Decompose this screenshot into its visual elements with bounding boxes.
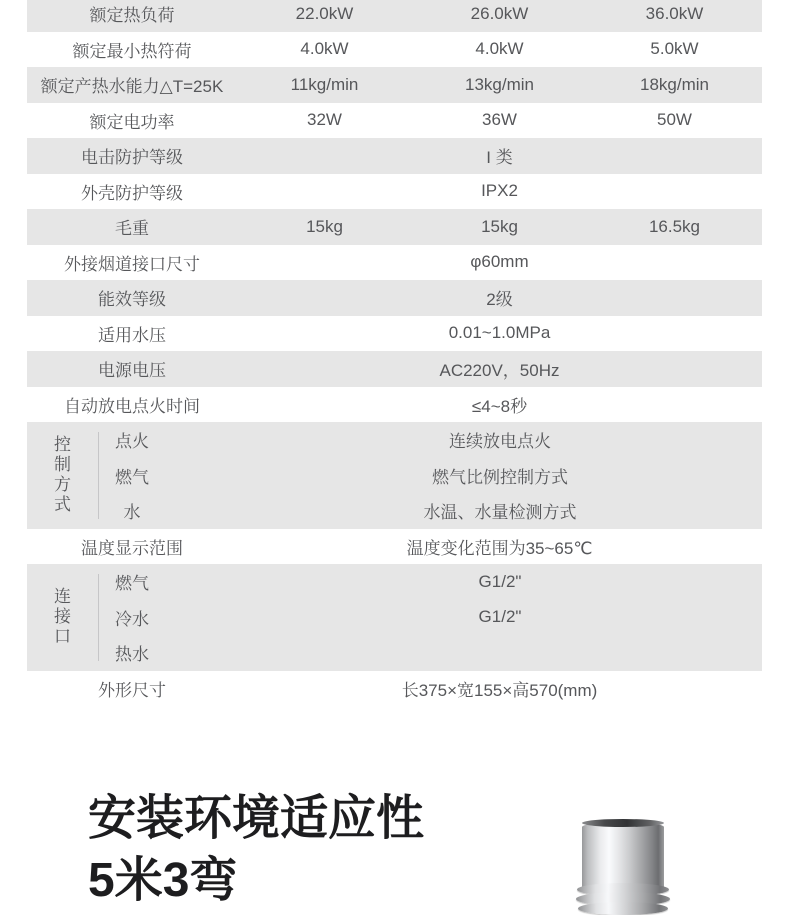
row-value-span: I 类 xyxy=(486,148,513,168)
row-value-span: AC220V，50Hz xyxy=(439,361,560,381)
spec-row xyxy=(27,67,762,103)
row-value: 5.0kW xyxy=(650,39,699,59)
group-item-value: 连续放电点火 xyxy=(449,432,551,452)
row-label: 温度显示范围 xyxy=(81,538,183,558)
row-label: 能效等级 xyxy=(98,290,166,310)
group-items xyxy=(99,564,762,671)
row-label: 外形尺寸 xyxy=(98,680,166,700)
row-value-span: 长375×宽155×高570(mm) xyxy=(401,680,598,700)
spec-row xyxy=(27,280,762,316)
spec-row xyxy=(27,671,762,707)
group-item xyxy=(99,422,762,458)
spec-row xyxy=(27,32,762,68)
group-label-char: 制 xyxy=(54,455,71,475)
row-label: 额定产热水能力△T=25K xyxy=(40,77,224,97)
spec-row xyxy=(27,0,762,32)
row-value: 13kg/min xyxy=(465,74,534,94)
row-value-span: 0.01~1.0MPa xyxy=(448,323,551,343)
group-item-value: G1/2" xyxy=(478,607,522,627)
group-item-label: 冷水 xyxy=(115,609,149,629)
row-label: 电击防护等级 xyxy=(81,148,183,168)
group-item-value: 水温、水量检测方式 xyxy=(423,503,577,523)
row-value-span: 温度变化范围为35~65℃ xyxy=(406,538,593,558)
row-label: 外接烟道接口尺寸 xyxy=(64,254,200,274)
row-value-span: φ60mm xyxy=(470,252,529,272)
row-value: 4.0kW xyxy=(475,39,524,59)
row-value: 4.0kW xyxy=(300,39,349,59)
spec-row xyxy=(27,316,762,352)
group-label-char: 方 xyxy=(54,475,71,495)
group-label-vertical xyxy=(27,564,98,671)
group-item-value: G1/2" xyxy=(478,571,522,591)
row-value: 36W xyxy=(482,110,517,130)
group-item xyxy=(99,493,762,529)
group-label-char: 连 xyxy=(54,587,71,607)
row-value-span: ≤4~8秒 xyxy=(471,396,528,416)
row-value: 16.5kg xyxy=(648,216,701,236)
group-label-char: 口 xyxy=(54,627,71,647)
row-value: 32W xyxy=(307,110,342,130)
row-label: 额定电功率 xyxy=(89,112,175,132)
row-value: 11kg/min xyxy=(290,74,359,94)
row-value: 50W xyxy=(657,110,692,130)
row-value-span: 2级 xyxy=(486,290,513,310)
pipe-collar-ridge xyxy=(578,902,668,915)
spec-row xyxy=(27,564,762,671)
spec-row xyxy=(27,245,762,281)
spec-row xyxy=(27,422,762,529)
group-item-label: 热水 xyxy=(115,645,149,665)
spec-row xyxy=(27,209,762,245)
section-heading-line-2: 5米3弯 xyxy=(88,854,238,907)
section-heading-line-1: 安装环境适应性 xyxy=(88,792,425,845)
group-item xyxy=(99,600,762,636)
spec-row xyxy=(27,103,762,139)
spec-row xyxy=(27,174,762,210)
row-label: 外壳防护等级 xyxy=(81,183,183,203)
row-label: 电源电压 xyxy=(98,361,166,381)
group-item xyxy=(99,635,762,671)
row-value: 36.0kW xyxy=(645,3,704,23)
group-item xyxy=(99,458,762,494)
group-label-vertical xyxy=(27,422,98,529)
row-value: 15kg xyxy=(481,216,518,236)
spec-row xyxy=(27,529,762,565)
section-heading xyxy=(88,788,424,912)
stainless-flue-pipe-image xyxy=(577,819,669,908)
row-value-span: IPX2 xyxy=(481,181,518,201)
spec-row xyxy=(27,138,762,174)
group-item-label: 点火 xyxy=(115,432,149,452)
row-label: 毛重 xyxy=(115,219,149,239)
group-item-label: 水 xyxy=(123,503,141,523)
spec-row xyxy=(27,387,762,423)
row-label: 额定最小热符荷 xyxy=(72,41,192,61)
row-label: 自动放电点火时间 xyxy=(64,396,200,416)
group-items xyxy=(99,422,762,529)
group-item xyxy=(99,564,762,600)
pipe-top-rim xyxy=(582,819,664,827)
row-value: 18kg/min xyxy=(640,74,709,94)
spec-row xyxy=(27,351,762,387)
row-value: 22.0kW xyxy=(295,3,354,23)
group-item-value: 燃气比例控制方式 xyxy=(432,467,568,487)
group-item-label: 燃气 xyxy=(115,574,149,594)
row-label: 适用水压 xyxy=(98,325,166,345)
group-label-char: 控 xyxy=(54,435,71,455)
group-label-char: 式 xyxy=(54,495,71,515)
pipe-body xyxy=(582,822,664,889)
group-item-label: 燃气 xyxy=(115,467,149,487)
group-label-char: 接 xyxy=(54,607,71,627)
row-value: 15kg xyxy=(306,216,343,236)
row-label: 额定热负荷 xyxy=(89,6,175,26)
row-value: 26.0kW xyxy=(470,3,529,23)
spec-table xyxy=(27,0,762,706)
